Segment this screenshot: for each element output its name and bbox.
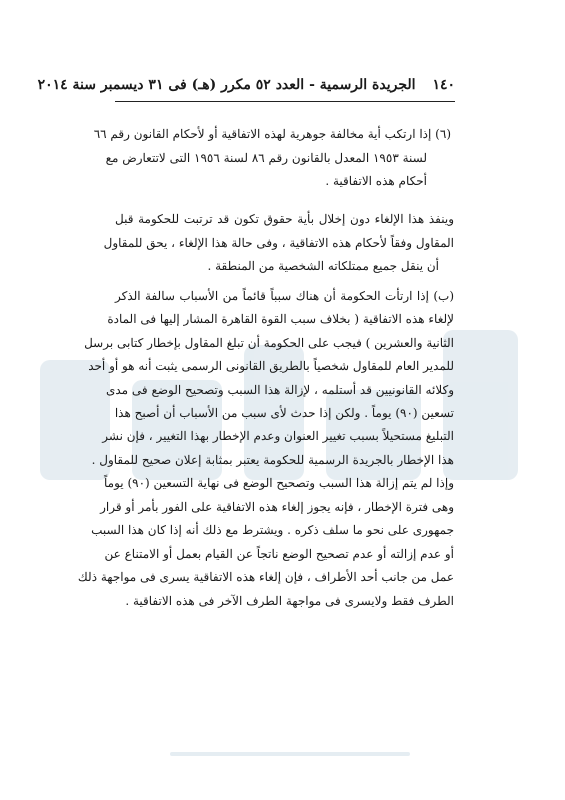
text-line: تسعين (٩٠) يوماً . ولكن إذا حدث لأى سبب من الأسباب أن أصبح هذا <box>114 406 454 420</box>
text-line: وكلائه القانونيين قد أستلمه ، لإزالة هذا السبب وتصحيح الوضع فى مدى <box>105 383 454 397</box>
text-line: (ب) إذا ارتأت الحكومة أن هناك سبباً قائماً من الأسباب سالفة الذكر <box>115 289 454 303</box>
footer-watermark <box>170 748 410 760</box>
text-line: أن ينقل جميع ممتلكاته الشخصية من المنطقة . <box>207 259 439 273</box>
header-title: الجريدة الرسمية - العدد ٥٢ مكرر (هـ) فى ٣١ ديسمبر سنة ٢٠١٤ <box>37 77 416 93</box>
footer-watermark-strip <box>170 748 410 760</box>
text-line: جمهورى على نحو ما سلف ذكره . ويشترط مع ذلك أنه إذا كان هذا السبب <box>91 523 454 537</box>
text-line: الطرف فقط ولايسرى فى مواجهة الطرف الآخر فى هذه الاتفاقية . <box>125 594 454 608</box>
text-line: (٦) إذا ارتكب أية مخالفة جوهرية لهذه الاتفاقية أو لأحكام القانون رقم ٦٦ <box>93 127 451 141</box>
text-line: المقاول وفقاً لأحكام هذه الاتفاقية ، وفى حالة هذا الإلغاء ، يحق للمقاول <box>103 236 454 250</box>
text-line: الثانية والعشرين ) فيجب على الحكومة أن تبلغ المقاول بإخطار كتابى برسل <box>84 336 454 350</box>
page-header <box>37 77 455 93</box>
text-line: التبليغ مستحيلاً بسبب تغيير العنوان وعدم الإخطار بهذا التغيير ، فإن نشر <box>102 429 454 443</box>
text-line: وهى فترة الإخطار ، فإنه يجوز إلغاء هذه الاتفاقية على الفور بأمر أو قرار <box>100 500 454 514</box>
text-line: للمدير العام للمقاول شخصياً بالطريق القانونى الرسمى يثبت أنه هو أو أحد <box>88 359 454 373</box>
text-line: وينفذ هذا الإلغاء دون إخلال بأية حقوق تكون قد ترتبت للحكومة قبل <box>115 212 454 226</box>
header-divider <box>115 101 455 102</box>
text-line: هذا الإخطار بالجريدة الرسمية للحكومة يعتبر بمثابة إعلان صحيح للمقاول . <box>91 453 454 467</box>
text-line: لسنة ١٩٥٣ المعدل بالقانون رقم ٨٦ لسنة ١٩٥٦ التى لاتتعارض مع <box>105 151 427 165</box>
text-line: لإلغاء هذه الاتفاقية ( بخلاف سبب القوة القاهرة المشار إليها فى المادة <box>107 312 454 326</box>
page-number: ١٤٠ <box>432 77 455 93</box>
text-line: وإذا لم يتم إزالة هذا السبب وتصحيح الوضع فى نهاية التسعين (٩٠) يوماً <box>104 476 454 490</box>
text-line: أو عدم إزالته أو عدم تصحيح الوضع ناتجاً عن القيام بعمل أو الامتناع عن <box>104 547 454 561</box>
text-line: أحكام هذه الاتفاقية . <box>325 174 427 188</box>
text-line: عمل من جانب أحد الأطراف ، فإن إلغاء هذه الاتفاقية يسرى فى مواجهة ذلك <box>77 570 454 584</box>
